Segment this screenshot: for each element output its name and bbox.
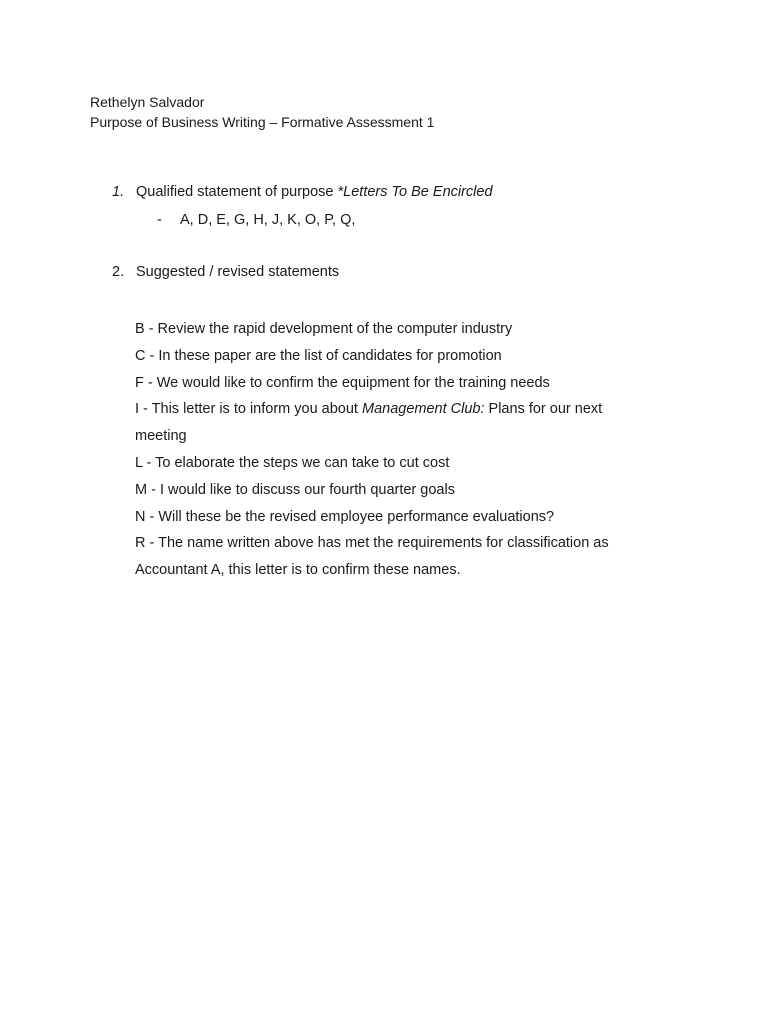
list-number: 1. bbox=[112, 184, 125, 200]
statement-m: M - I would like to discuss our fourth quarter goals bbox=[135, 481, 455, 498]
statement-l: L - To elaborate the steps we can take to cut cost bbox=[135, 454, 450, 471]
statement-i-suffix: Plans for our next meeting bbox=[135, 401, 603, 445]
statement-i-prefix: I - This letter is to inform you about bbox=[135, 401, 362, 418]
statement-c: C - In these paper are the list of candidates for promotion bbox=[135, 347, 502, 364]
author-name: Rethelyn Salvador bbox=[90, 94, 205, 110]
list-item-note: *Letters To Be Encircled bbox=[337, 184, 493, 200]
statement-n: N - Will these be the revised employee performance evaluations? bbox=[135, 508, 555, 525]
list-number: 2. bbox=[112, 264, 125, 280]
list-item-1 bbox=[112, 184, 493, 200]
statement-i bbox=[135, 396, 655, 450]
statement-i-club-name: Management Club: bbox=[362, 401, 485, 418]
statement-b: B - Review the rapid development of the computer industry bbox=[135, 321, 513, 337]
list-item-2 bbox=[112, 264, 339, 280]
list-item-text: Suggested / revised statements bbox=[136, 264, 340, 280]
statement-f: F - We would like to confirm the equipment for the training needs bbox=[135, 374, 550, 391]
sub-bullet bbox=[157, 212, 355, 228]
statement-r: R - The name written above has met the requirements for classification as Accountant A, this letter is to confirm these names. bbox=[135, 535, 609, 579]
revised-statements bbox=[135, 316, 655, 584]
list-item-text: Qualified statement of purpose bbox=[136, 184, 338, 200]
document-header bbox=[90, 92, 434, 132]
letters-list: A, D, E, G, H, J, K, O, P, Q, bbox=[180, 212, 356, 228]
dash-mark: - bbox=[157, 212, 162, 228]
document-title: Purpose of Business Writing – Formative Assessment 1 bbox=[90, 114, 435, 130]
